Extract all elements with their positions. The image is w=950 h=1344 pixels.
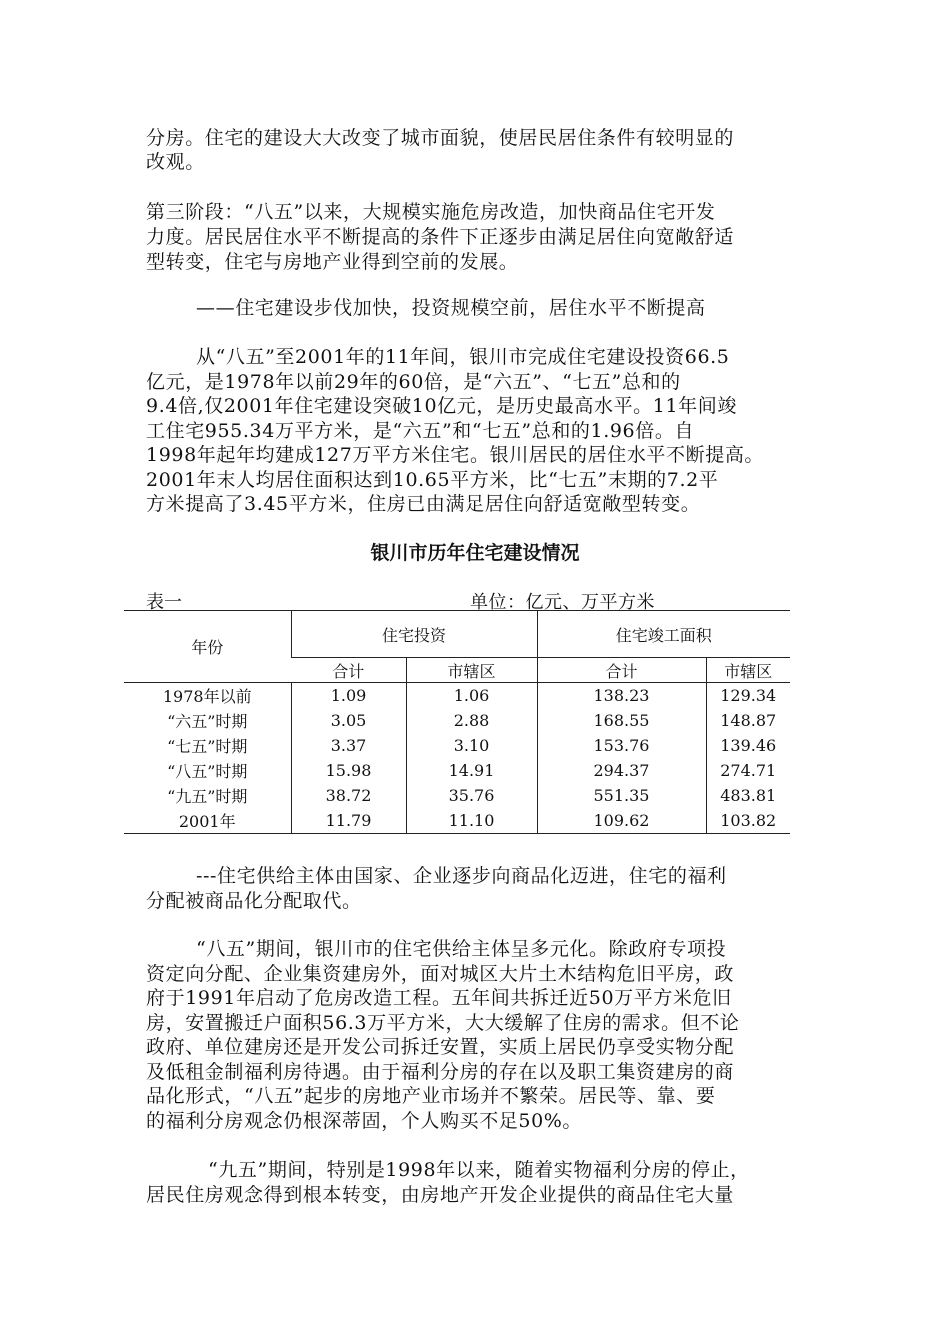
header-investment: 住宅投资 (291, 611, 537, 658)
subheader-district: 市辖区 (406, 658, 537, 683)
text-line: “九五”期间，特别是1998年以来，随着实物福利分房的停止， (208, 1159, 750, 1181)
table-row (124, 683, 790, 709)
text-line: 2001年末人均居住面积达到10.65平方米，比“七五”末期的7.2平 (146, 469, 719, 491)
text-line: “八五”期间，银川市的住宅供给主体呈多元化。除政府专项投 (196, 938, 727, 960)
cell-inv-district: 1.06 (406, 683, 537, 709)
cell-inv-total: 3.05 (291, 708, 406, 733)
text-line: 从“八五”至2001年的11年间，银川市完成住宅建设投资66.5 (196, 346, 730, 368)
header-completed-area: 住宅竣工面积 (537, 611, 790, 658)
subheader-district: 市辖区 (706, 658, 790, 683)
text-line: 品化形式，“八五”起步的房地产业市场并不繁荣。居民等、靠、要 (146, 1085, 716, 1107)
cell-inv-total: 3.37 (291, 733, 406, 758)
table-row (124, 808, 790, 834)
text-line: 的福利分房观念仍根深蒂固，个人购买不足50%。 (146, 1110, 583, 1132)
cell-inv-district: 3.10 (406, 733, 537, 758)
text-line: 改观。 (146, 151, 205, 173)
cell-period: “八五”时期 (167, 762, 248, 781)
text-line: 工住宅955.34万平方米，是“六五”和“七五”总和的1.96倍。自 (146, 420, 695, 442)
cell-area-district: 139.46 (706, 733, 790, 758)
text-line: 分房。住宅的建设大大改变了城市面貌，使居民居住条件有较明显的 (146, 127, 735, 149)
cell-period: 1978年以前 (162, 687, 252, 706)
cell-area-district: 103.82 (706, 808, 790, 834)
cell-period: “九五”时期 (167, 787, 248, 806)
table-row (124, 708, 790, 733)
text-line: 政府、单位建房还是开发公司拆迁安置，实质上居民仍享受实物分配 (146, 1036, 735, 1058)
section-heading: ---住宅供给主体由国家、企业逐步向商品化迈进，住宅的福利 (196, 865, 727, 887)
cell-inv-district: 14.91 (406, 758, 537, 783)
table-row (124, 783, 790, 808)
cell-area-district: 274.71 (706, 758, 790, 783)
subheader-total: 合计 (537, 658, 706, 683)
cell-area-district: 148.87 (706, 708, 790, 733)
text-line: 1998年起年均建成127万平方米住宅。银川居民的居住水平不断提高。 (146, 444, 765, 466)
cell-area-total: 168.55 (537, 708, 706, 733)
text-line: 居民住房观念得到根本转变，由房地产开发企业提供的商品住宅大量 (146, 1184, 735, 1206)
housing-table (124, 610, 790, 834)
table-row (124, 733, 790, 758)
text-line: 资定向分配、企业集资建房外，面对城区大片土木结构危旧平房，政 (146, 963, 735, 985)
cell-period: “七五”时期 (167, 737, 248, 756)
cell-area-total: 294.37 (537, 758, 706, 783)
text-line: 分配被商品化分配取代。 (146, 890, 362, 912)
text-line: 房，安置搬迁户面积56.3万平方米，大大缓解了住房的需求。但不论 (146, 1012, 740, 1034)
cell-area-district: 129.34 (706, 683, 790, 709)
cell-area-total: 153.76 (537, 733, 706, 758)
table-row (124, 758, 790, 783)
cell-inv-district: 11.10 (406, 808, 537, 834)
header-year: 年份 (124, 611, 291, 683)
text-line: 府于1991年启动了危房改造工程。五年间共拆迁近50万平方米危旧 (146, 987, 732, 1009)
cell-area-total: 109.62 (537, 808, 706, 834)
cell-inv-district: 2.88 (406, 708, 537, 733)
text-line: 型转变，住宅与房地产业得到空前的发展。 (146, 251, 519, 273)
text-line: 亿元，是1978年以前29年的60倍，是“六五”、“七五”总和的 (146, 371, 681, 393)
cell-inv-district: 35.76 (406, 783, 537, 808)
table-title: 银川市历年住宅建设情况 (370, 542, 580, 564)
table-label: 表一 (146, 592, 182, 613)
cell-inv-total: 15.98 (291, 758, 406, 783)
cell-period: 2001年 (124, 808, 291, 834)
text-line: 方米提高了3.45平方米，住房已由满足居住向舒适宽敞型转变。 (146, 493, 701, 515)
cell-area-total: 551.35 (537, 783, 706, 808)
text-line: 9.4倍,仅2001年住宅建设突破10亿元，是历史最高水平。11年间竣 (146, 395, 737, 417)
cell-inv-total: 11.79 (291, 808, 406, 834)
table-unit: 单位：亿元、万平方米 (470, 592, 655, 613)
text-line: 力度。居民居住水平不断提高的条件下正逐步由满足居住向宽敞舒适 (146, 226, 735, 248)
section-heading: ——住宅建设步伐加快，投资规模空前，居住水平不断提高 (196, 297, 706, 319)
cell-inv-total: 38.72 (291, 783, 406, 808)
subheader-total: 合计 (291, 658, 406, 683)
cell-area-total: 138.23 (537, 683, 706, 709)
text-line: 第三阶段：“八五”以来，大规模实施危房改造，加快商品住宅开发 (146, 201, 716, 223)
cell-period: “六五”时期 (167, 712, 248, 731)
cell-area-district: 483.81 (706, 783, 790, 808)
text-line: 及低租金制福利房待遇。由于福利分房的存在以及职工集资建房的商 (146, 1061, 735, 1083)
cell-inv-total: 1.09 (291, 683, 406, 709)
